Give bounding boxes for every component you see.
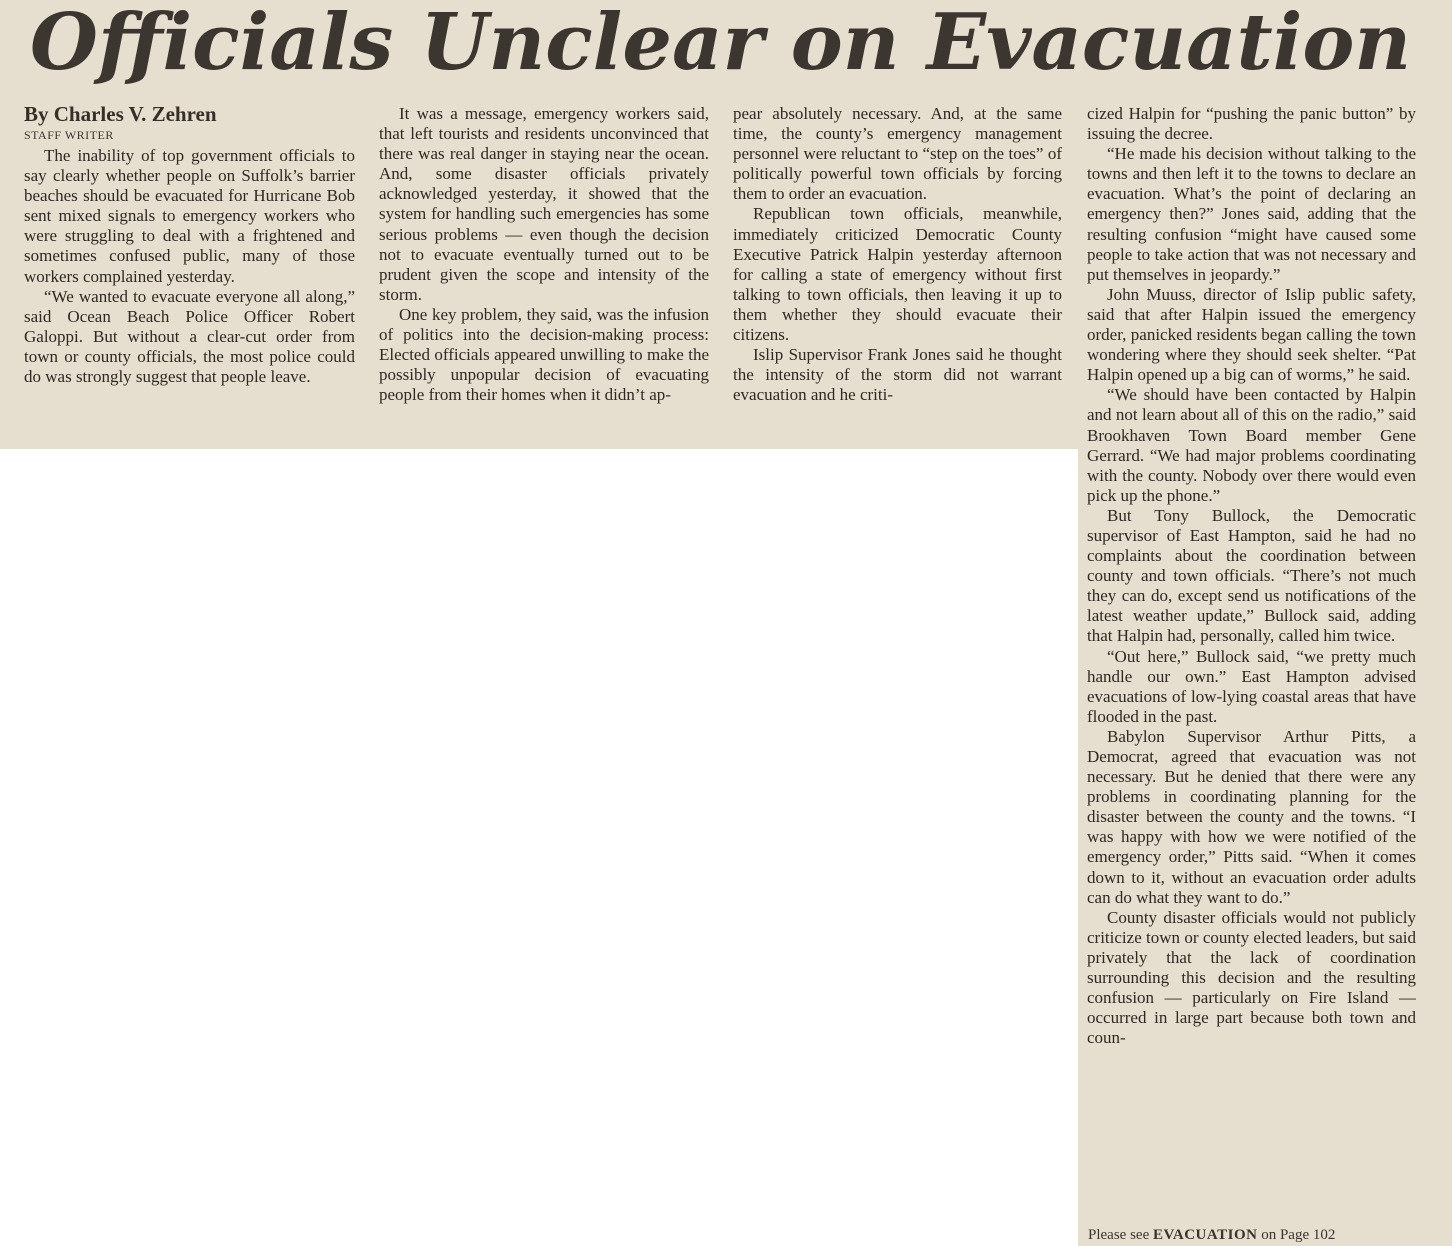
paragraph: Republican town officials, meanwhile, immediately criticized Democratic County Executive Patrick Halpin yesterday afternoon for calling a state of emergency without first talking to town officials, then leaving it up to them whether they should evacuate their citizens. — [733, 204, 1062, 345]
paragraph: “He made his decision without talking to the towns and then left it to the towns to declare an evacuation. What’s the point of declaring an emergency then?” Jones said, adding that the resulting confusion “might have caused some people to take action that was not necessary and put themselves in jeopardy.” — [1087, 144, 1416, 284]
paragraph: The inability of top government officials to say clearly whether people on Suffolk’s barrier beaches should be evacuated for Hurricane Bob sent mixed signals to emergency workers who were struggling to deal with a frightened and sometimes confused public, many of those workers complained yesterday. — [24, 146, 355, 286]
paragraph: It was a message, emergency workers said, that left tourists and residents unconvinced that there was real danger in staying near the ocean. And, some disaster officials privately acknowledged yesterday, it showed that the system for handling such emergencies has some serious problems — even though the decision not to evacuate eventually turned out to be prudent given the scope and intensity of the storm. — [379, 104, 709, 304]
paragraph: cized Halpin for “pushing the panic button” by issuing the decree. — [1087, 104, 1416, 144]
paragraph: pear absolutely necessary. And, at the same time, the county’s emergency management personnel were reluctant to “step on the toes” of politically powerful town officials by forcing them to order an evacuation. — [733, 104, 1062, 204]
continuation-keyword: EVACUATION — [1152, 1227, 1258, 1243]
headline: Officials Unclear on Evacuation — [30, 0, 1412, 88]
paragraph: “We should have been contacted by Halpin and not learn about all of this on the radio,” said Brookhaven Town Board member Gene Gerrard. “We had major problems coordinating with the county. Nobody over there would even pick up the phone.” — [1087, 385, 1416, 505]
paragraph: “We wanted to evacuate everyone all along,” said Ocean Beach Police Officer Robert Galoppi. But without a clear-cut order from town or county officials, the most police could do was strongly suggest that people leave. — [24, 286, 355, 387]
paragraph: But Tony Bullock, the Democratic supervisor of East Hampton, said he had no complaints about the coordination between county and town officials. “There’s not much they can do, except send us notifications of the latest weather update,” Bullock said, adding that Halpin had, personally, called him twice. — [1087, 505, 1416, 646]
paragraph: John Muuss, director of Islip public safety, said that after Halpin issued the emergency order, panicked residents began calling the town wondering where they should seek shelter. “Pat Halpin opened up a big can of worms,” he said. — [1087, 284, 1416, 385]
byline: By Charles V. Zehren — [24, 102, 217, 126]
article-column-1 — [24, 146, 355, 449]
paragraph: Islip Supervisor Frank Jones said he thought the intensity of the storm did not warrant evacuation and he criti- — [733, 345, 1062, 405]
continuation-prefix: Please see — [1088, 1227, 1150, 1243]
article-column-4 — [1087, 104, 1416, 1222]
byline-role: STAFF WRITER — [24, 128, 114, 142]
paragraph: One key problem, they said, was the infusion of politics into the decision-making process: Elected officials appeared unwilling to make the possibly unpopular decision of evacuating people from their homes when it didn’t ap- — [379, 304, 709, 405]
article-column-2 — [379, 104, 709, 447]
article-column-3 — [733, 104, 1062, 447]
paragraph: “Out here,” Bullock said, “we pretty much handle our own.” East Hampton advised evacuations of low-lying coastal areas that have flooded in the past. — [1087, 646, 1416, 726]
continuation-suffix: on Page 102 — [1261, 1227, 1336, 1243]
continuation-line — [1088, 1226, 1418, 1244]
paragraph: County disaster officials would not publicly criticize town or county elected leaders, but said privately that the lack of coordination surrounding this decision and the resulting confusion — particularly on Fire Island — occurred in large part because both town and coun- — [1087, 907, 1416, 1048]
paragraph: Babylon Supervisor Arthur Pitts, a Democrat, agreed that evacuation was not necessary. But he denied that there were any problems in coordinating planning for the disaster between the county and the towns. “I was happy with how we were notified of the emergency order,” Pitts said. “When it comes down to it, without an evacuation order adults can do what they want to do.” — [1087, 726, 1416, 907]
